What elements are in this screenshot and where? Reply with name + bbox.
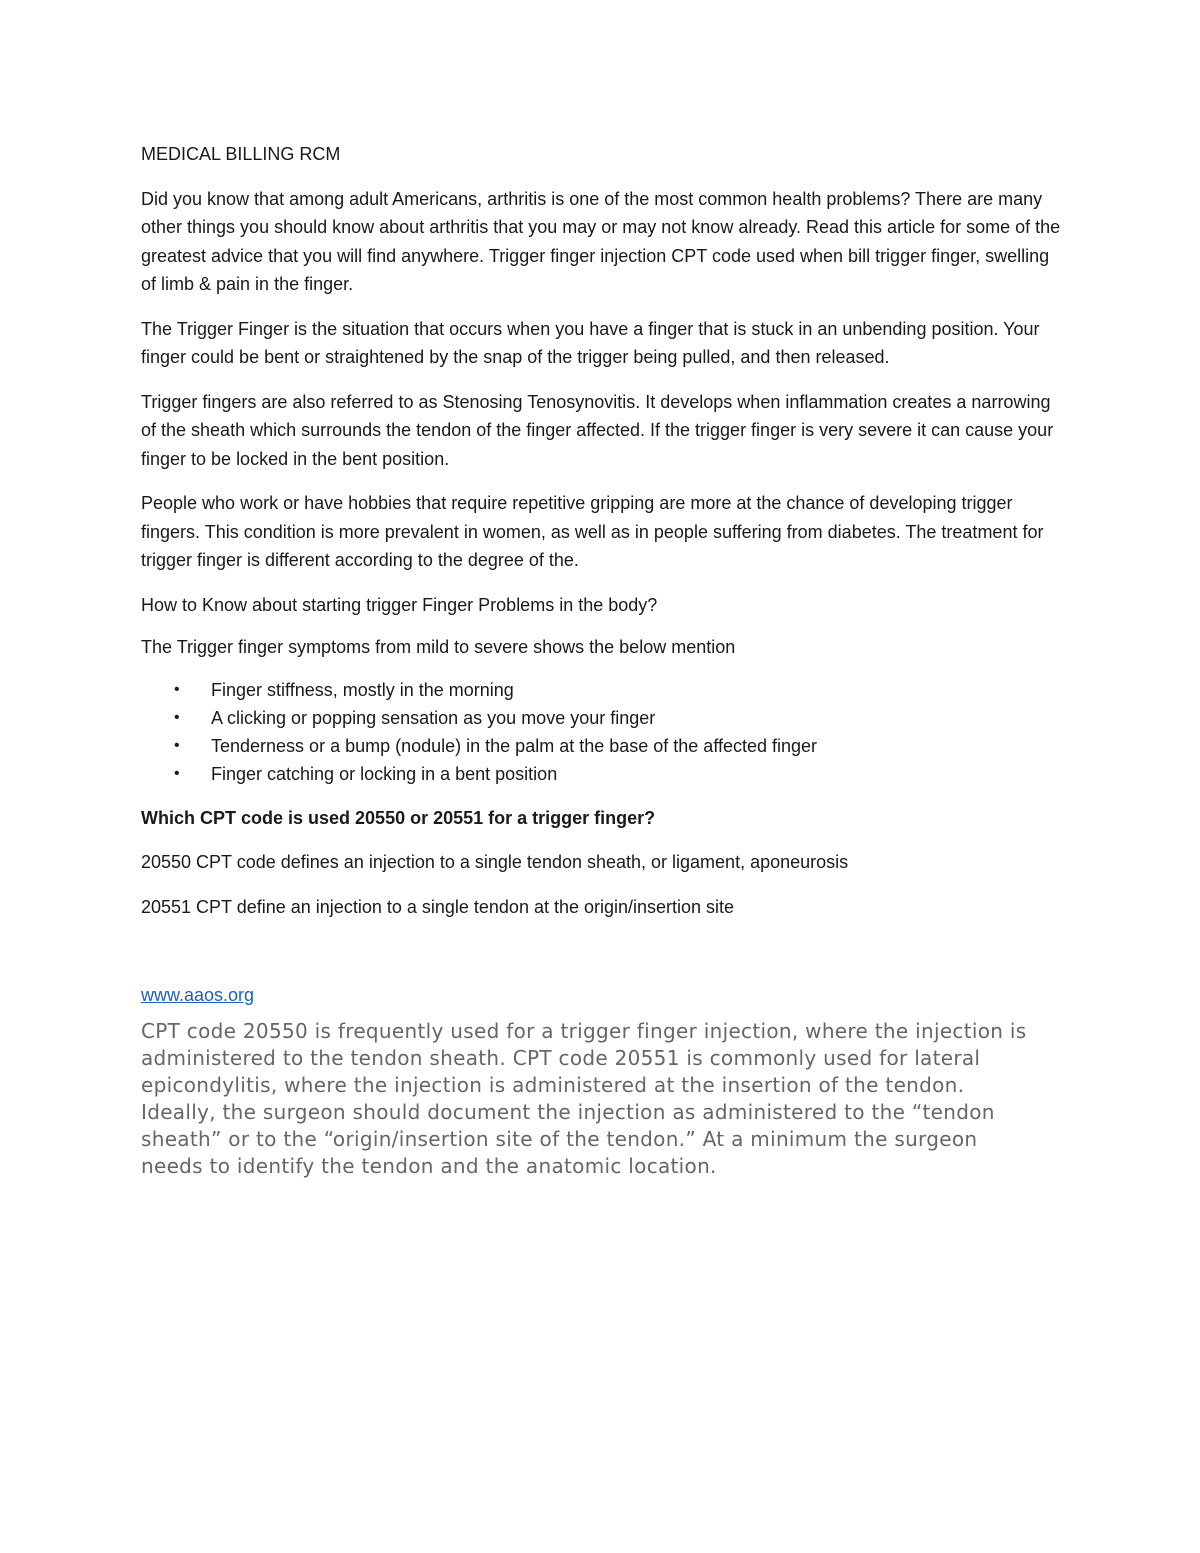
symptom-text: Finger catching or locking in a bent position: [211, 763, 558, 784]
cpt-20550-definition: 20550 CPT code defines an injection to a single tendon sheath, or ligament, aponeurosis: [141, 852, 849, 872]
symptoms-list: [141, 676, 1061, 788]
symptom-text: A clicking or popping sensation as you move your finger: [211, 707, 656, 728]
trigger-finger-definition: The Trigger Finger is the situation that occurs when you have a finger that is stuck in an unbending position. Your finger could be bent or straightened by the snap of the trigger being pulled, and then released.: [141, 318, 1040, 367]
cpt-20551-definition: 20551 CPT define an injection to a single tendon at the origin/insertion site: [141, 896, 735, 917]
symptom-text: Finger stiffness, mostly in the morning: [211, 679, 514, 700]
list-item: [141, 704, 1061, 732]
bullet-icon: •: [174, 764, 180, 782]
risk-factors-paragraph: People who work or have hobbies that require repetitive gripping are more at the chance of developing trigger fingers. This condition is more prevalent in women, as well as in people suffering from diabetes. The treatment for trigger finger is different according to the degree of the.: [141, 493, 1044, 570]
intro-paragraph: Did you know that among adult Americans, arthritis is one of the most common health problems? There are many other things you should know about arthritis that you may or may not know already. Read this article for some of the greatest advice that you will find anywhere. Trigger finger injection CPT code used when bill trigger finger, swelling of limb & pain in the finger.: [141, 188, 1061, 294]
symptoms-question: How to Know about starting trigger Finger Problems in the body?: [141, 594, 658, 615]
list-item: [141, 760, 1061, 788]
document-title: MEDICAL BILLING RCM: [141, 144, 341, 164]
document-body: [141, 140, 1061, 1180]
cpt-question-heading: Which CPT code is used 20550 or 20551 for a trigger finger?: [141, 807, 656, 828]
spacer: [141, 937, 1061, 981]
symptoms-intro: The Trigger finger symptoms from mild to severe shows the below mention: [141, 637, 736, 657]
source-link[interactable]: www.aaos.org: [141, 985, 255, 1005]
source-quote: CPT code 20550 is frequently used for a trigger finger injection, where the injection is administered to the tendon sheath. CPT code 20551 is commonly used for lateral epicondylitis, where the injection is administered at the insertion of the tendon. Ideally, the surgeon should document the injection as administered to the “tendon sheath” or to the “origin/insertion site of the tendon.” At a minimum the surgeon needs to identify the tendon and the anatomic location.: [141, 1018, 1027, 1178]
bullet-icon: •: [174, 736, 180, 754]
symptom-text: Tenderness or a bump (nodule) in the palm at the base of the affected finger: [211, 735, 818, 756]
list-item: [141, 676, 1061, 704]
bullet-icon: •: [174, 680, 180, 698]
bullet-icon: •: [174, 708, 180, 726]
stenosing-tenosynovitis-paragraph: Trigger fingers are also referred to as Stenosing Tenosynovitis. It develops when inflammation creates a narrowing of the sheath which surrounds the tendon of the finger affected. If the trigger finger is very severe it can cause your finger to be locked in the bent position.: [141, 391, 1054, 469]
list-item: [141, 732, 1061, 760]
